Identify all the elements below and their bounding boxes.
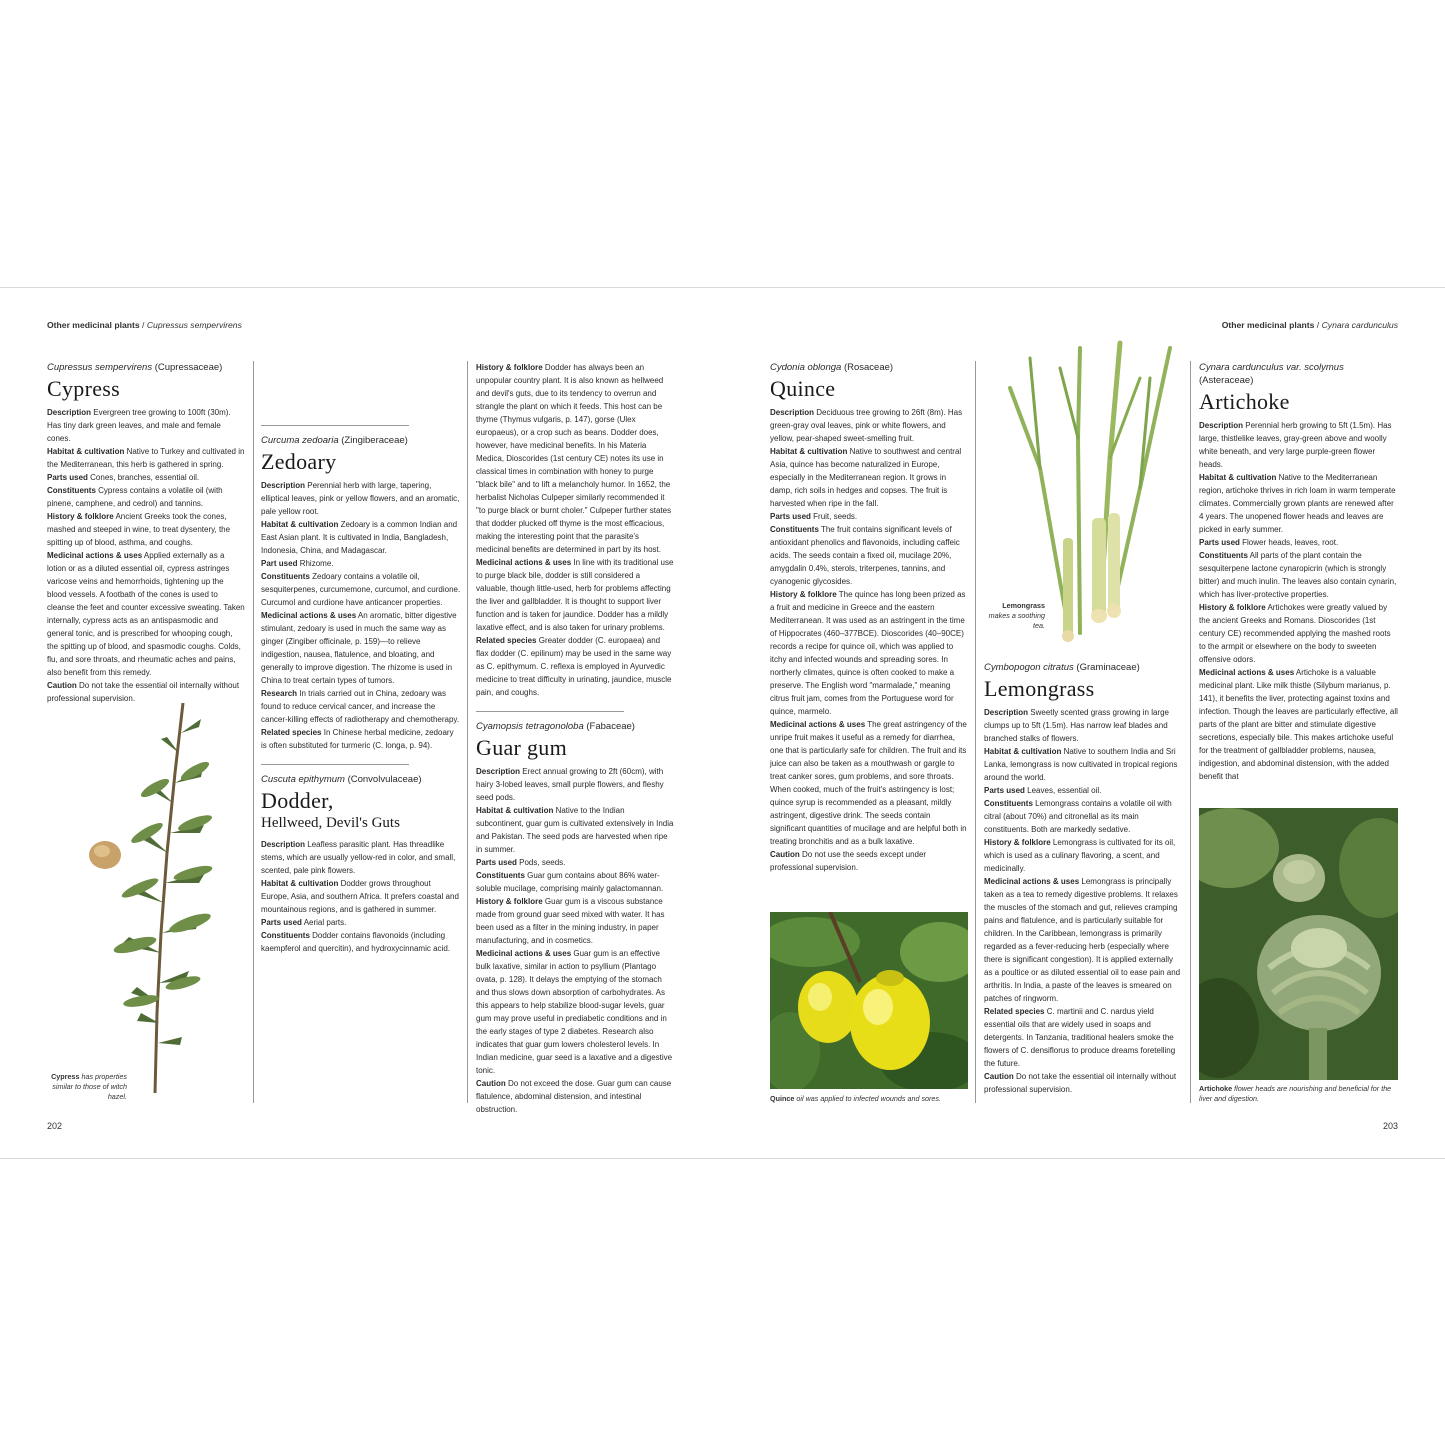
cypress-branch-illustration [75, 683, 225, 1103]
section-divider [261, 764, 409, 765]
habitat: Habitat & cultivation Zedoary is a common Indian and East Asian plant. It is cultivated in India, Bangladesh, Indonesia, China, and Madagascar. [261, 520, 458, 555]
artichoke-caption: Artichoke flower heads are nourishing and beneficial for the liver and digestion. [1199, 1084, 1392, 1103]
caution: Caution Do not take the essential oil internally without professional supervision. [984, 1072, 1177, 1094]
medicinal-uses: Medicinal actions & uses Applied externally as a lotion or as a diluted essential oil, cypress astringes varicose veins and hemorrhoids, tightening up the blood vessels. A footbath of the cones is used to cleanse the feet and counter excessive sweating. Taken internally, cypress acts as an antispasmodic and general tonic, and is prescribed for whooping cough, the spitting up of blood, and spasmodic coughs. Colds, flu, and sore throats, and rheumatic aches and pains, also benefit from this remedy. [47, 551, 245, 677]
parts-used: Parts used Fruit, seeds. [770, 512, 858, 521]
lemongrass-entry [984, 661, 1182, 1096]
related-species: Related species In Chinese herbal medicine, zedoary is often substituted for turmeric (C. longa, p. 94). [261, 728, 454, 750]
habitat: Habitat & cultivation Native to the Mediterranean region, artichoke thrives in rich loam in warm temperate climates. Commercially grown plants are renewed after 4 years. The unopened flower heads and leaves are picked in early summer. [1199, 473, 1396, 534]
constituents: Constituents Zedoary contains a volatile oil, sesquiterpenes, curcumemone, curcumol, and curdione. Curcumol and curdione have anticancer properties. [261, 572, 461, 607]
latin-name: Cuscuta epithymum (Convolvulaceae) [261, 774, 422, 785]
cypress-continued [261, 361, 461, 374]
description: Description Evergreen tree growing to 100ft (30m). Has tiny dark green leaves, and male and female cones. [47, 408, 231, 443]
history: History & folklore Artichokes were greatly valued by the ancient Greeks and Romans. Dioscorides (1st century CE) recommended applying the mashed roots to the armpit or elsewhere on the body to sweeten offensive odors. [1199, 603, 1391, 664]
history: History & folklore Ancient Greeks took the cones, mashed and steeped in wine, to treat dysentery, the spitting up of blood, asthma, and coughs. [47, 512, 231, 547]
description: Description Perennial herb with large, tapering, elliptical leaves, pink or yellow flowers, and an aromatic, pale yellow root. [261, 481, 460, 516]
latin-name: Cydonia oblonga (Rosaceae) [770, 362, 894, 373]
lemongrass-photo [1000, 338, 1180, 643]
constituents: Constituents The fruit contains significant levels of antioxidant phenolics and flavonoids, including caffeic acids. The seeds contain a fixed oil, mucilage 20%, amygdalin 0.4%, sterols, triterpenes, tannins, and cyanogenic glycosides. [770, 525, 960, 586]
caution: Caution Do not take the essential oil internally without professional supervision. [47, 681, 240, 703]
medicinal-uses: Medicinal actions & uses Lemongrass is principally taken as a tea to remedy digestive problems. It relaxes the muscles of the stomach and gut, relieves cramping pains and flatulence, and is particularly suitable for children. In the Caribbean, lemongrass is primarily regarded as a fever-reducing herb (especially where there is significant congestion). It is applied externally as a poultice or as diluted essential oil to ease pain and arthritis. In India, a paste of the leaves is smeared on patches of ringworm. [984, 877, 1181, 1003]
habitat: Habitat & cultivation Dodder grows throughout Europe, Asia, and southern Africa. It prefers coastal and mountainous regions, and is gathered in summer. [261, 879, 459, 914]
entry-title: Guar gum [476, 735, 567, 760]
parts-used: Part used Rhizome. [261, 559, 334, 568]
caution: Caution Do not use the seeds except under professional supervision. [770, 850, 927, 872]
cypress-entry [47, 361, 245, 705]
history: History & folklore Guar gum is a viscous substance made from ground guar seed mixed with water. It has been used as a filter in the mining industry, in paper manufacturing, and in cosmetics. [476, 897, 665, 945]
latin-name: Cymbopogon citratus (Graminaceae) [984, 662, 1140, 673]
medicinal-uses: Medicinal actions & uses Artichoke is a valuable medicinal plant. Like milk thistle (Silybum marianus, p. 141), it benefits the liver, protecting against toxins and infection. Though the leaves are particularly effective, all parts of the plant are bitter and stimulate digestive secretions, especially bile. This makes artichoke useful for the treatment of gallbladder problems, nausea, indigestion, and abdominal distension, with the added benefit that [1199, 668, 1398, 781]
running-head-left: Other medicinal plants / Cupressus sempervirens [47, 320, 242, 330]
related-species: Related species Greater dodder (C. europaea) and flax dodder (C. epilinum) may be used in the same way as C. epithymum. C. reflexa is employed in Ayurvedic medicine to treat difficulty in urinating, jaundice, muscle pain, and coughs. [476, 636, 672, 697]
entry-subtitle: Hellweed, Devil's Guts [261, 815, 400, 831]
parts-used: Parts used Leaves, essential oil. [984, 786, 1102, 795]
artichoke-entry [1199, 361, 1399, 783]
running-head-right: Other medicinal plants / Cynara cardunculus [1221, 320, 1398, 330]
description: Description Leafless parasitic plant. Has threadlike stems, which are usually yellow-red in color, and small, scented, pale pink flowers. [261, 840, 456, 875]
column-rule [1190, 361, 1191, 1103]
section-divider [261, 425, 409, 426]
research: Research In trials carried out in China, zedoary was found to reduce cervical cancer, and increase the cancer-killing effects of radiotherapy and chemotherapy. [261, 689, 460, 724]
column-3 [476, 361, 674, 1116]
medicinal-uses: Medicinal actions & uses Guar gum is an effective bulk laxative, similar in action to psyllium (Plantago ovata, p. 128). It delays the emptying of the stomach and thus slows down absorption of carbohydrates. As this appears to help stabilize blood-sugar levels, guar gum may prove useful in prediabetic conditions and in the early stages of type 2 diabetes. Research also indicates that guar gum lowers cholesterol levels. In Indian medicine, guar seed is a laxative and a digestive tonic. [476, 949, 673, 1075]
parts-used: Parts used Pods, seeds. [476, 858, 566, 867]
parts-used: Parts used Flower heads, leaves, root. [1199, 538, 1339, 547]
description: Description Perennial herb growing to 5ft (1.5m). Has large, thistlelike leaves, gray-green above and woolly white beneath, and very large purple-green flower heads. [1199, 421, 1392, 469]
page-number-left: 202 [47, 1121, 63, 1131]
constituents: Constituents All parts of the plant contain the sesquiterpene lactone cynaropicrin (which is strongly bitter) and much inulin. The leaves also contain cynarin, which has liver-protective properties. [1199, 551, 1397, 599]
medicinal-uses: Medicinal actions & uses The great astringency of the unripe fruit makes it useful as a remedy for diarrhea, one that is particularly safe for children. The fruit and its juice can also be taken as a mouthwash or gargle to treat canker sores, gum problems, and sore throats. When cooked, much of the fruit's astringency is lost; quince syrup is recommended as a pleasant, mildly astringent, digestive drink. The seeds contain significant quantities of mucilage and are helpful both in treating bronchitis and as a bulk laxative. [770, 720, 967, 846]
habitat: Habitat & cultivation Native to Turkey and cultivated in the Mediterranean, this herb is gathered in spring. [47, 447, 245, 469]
related-species: Related species C. martinii and C. nardus yield essential oils that are widely used in soaps and detergents. In Tanzania, traditional healers smoke the flowers of C. densiflorus to produce dreams foretelling the future. [984, 1007, 1176, 1068]
parts-used: Parts used Aerial parts. [261, 918, 347, 927]
constituents: Constituents Dodder contains flavonoids (including kaempferol and quercitin), and hydroxycinnamic acid. [261, 931, 450, 953]
constituents: Constituents Cypress contains a volatile oil (with pinene, camphene, and cedrol) and tannins. [47, 486, 223, 508]
description: Description Deciduous tree growing to 26ft (8m). Has green-gray oval leaves, pink or white flowers, and yellow, pear-shaped sweet-smelling fruit. [770, 408, 963, 443]
page-number-right: 203 [1382, 1121, 1398, 1131]
constituents: Constituents Lemongrass contains a volatile oil with citral (about 70%) and citronellal as its main constituents. Both are markedly sedative. [984, 799, 1172, 834]
history: History & folklore The quince has long been prized as a fruit and medicine in Greece and the eastern Mediterranean. It was used as an astringent in the time of Hippocrates (460–377BCE). Dioscorides (40–90CE) records a recipe for quince oil, which was applied to itchy and infected wounds and spreading sores. In northerly climates, quince is often cooked to make a preserve. The English word "marmalade," meaning citrus fruit jam, comes from the Portuguese word for quince, marmelo. [770, 590, 966, 716]
description: Description Erect annual growing to 2ft (60cm), with hairy 3-lobed leaves, small purple flowers, and fleshy seed pods. [476, 767, 664, 802]
latin-name: Cynara cardunculus var. scolymus (Asteraceae) [1199, 362, 1344, 386]
history: History & folklore Lemongrass is cultivated for its oil, which is used as a culinary flavoring, a scent, and medicinally. [984, 838, 1176, 873]
section-divider [476, 711, 624, 712]
book-spread [0, 287, 1445, 1159]
entry-title: Lemongrass [984, 676, 1095, 701]
entry-title: Quince [770, 376, 836, 401]
constituents: Constituents Guar gum contains about 86% water-soluble mucilage, comprising mainly galactomannan. [476, 871, 664, 893]
entry-title: Artichoke [1199, 389, 1290, 414]
habitat: Habitat & cultivation Native to southern India and Sri Lanka, lemongrass is now cultivated in tropical regions around the world. [984, 747, 1178, 782]
lemongrass-caption: Lemongrass makes a soothing tea. [988, 601, 1045, 630]
entry-title: Cypress [47, 376, 120, 401]
habitat: Habitat & cultivation Native to southwest and central Asia, quince has become naturalized in Europe, especially in the Mediterranean region. It grows in damp, rich soils in hedges and copses. The fruit is harvested when ripe in the fall. [770, 447, 962, 508]
column-rule [253, 361, 254, 1103]
column-2 [261, 361, 461, 955]
entry-title: Dodder, [261, 788, 334, 813]
caution: Caution Do not exceed the dose. Guar gum can cause flatulence, abdominal distension, and intestinal obstruction. [476, 1079, 672, 1114]
entry-title: Zedoary [261, 449, 337, 474]
dodder-history: History & folklore Dodder has always been an unpopular country plant. It is also known as hellweed and devil's guts, due to its tendency to overrun and strangle the plant on which it feeds. This host can be thyme (Thymus vulgaris, p. 147), gorse (Ulex europaeus), or a crop such as beans. Dodder does, however, have medicinal benefits. In his Materia Medica, Dioscorides (1st century CE) notes its use in classical times in combination with honey to purge "black bile" and to lift a melancholy humor. In 1652, the herbalist Nicholas Culpeper similarly recommended it "to purge black or burnt choler." Culpeper further states that dodder plucked off thyme is the most efficacious, making the interesting point that the parasite's medicinal benefits are determined in part by its host. [476, 363, 672, 554]
quince-entry [770, 361, 968, 874]
latin-name: Cupressus sempervirens (Cupressaceae) [47, 362, 223, 373]
latin-name: Curcuma zedoaria (Zingiberaceae) [261, 435, 408, 446]
column-rule [975, 361, 976, 1103]
habitat: Habitat & cultivation Native to the Indian subcontinent, guar gum is cultivated extensively in India and Pakistan. The seed pods are harvested when ripe in summer. [476, 806, 674, 854]
column-rule [467, 361, 468, 1103]
quince-fruit-photo [770, 912, 968, 1089]
description: Description Sweetly scented grass growing in large clumps up to 5ft (1.5m). Has narrow leaf blades and branched stalks of flowers. [984, 708, 1169, 743]
cypress-caption: Cypress has properties similar to those of witch hazel. [51, 1072, 127, 1101]
latin-name: Cyamopsis tetragonoloba (Fabaceae) [476, 721, 635, 732]
quince-caption: Quince oil was applied to infected wounds and sores. [770, 1094, 942, 1103]
medicinal-uses: Medicinal actions & uses In line with its traditional use to purge black bile, dodder is still considered a valuable, though little-used, herb for problems affecting the liver and gallbladder. It is thought to support liver function and is taken for jaundice. Dodder has a mildly laxative effect, and is also taken for urinary problems. [476, 558, 674, 632]
medicinal-uses: Medicinal actions & uses An aromatic, bitter digestive stimulant, zedoary is used in much the same way as ginger (Zingiber officinale, p. 159)—to relieve indigestion, nausea, flatulence, and bloating, and generally to improve digestion. The rhizome is used in China to treat certain types of tumors. [261, 611, 457, 685]
artichoke-photo [1199, 808, 1398, 1080]
parts-used: Parts used Cones, branches, essential oil. [47, 473, 200, 482]
